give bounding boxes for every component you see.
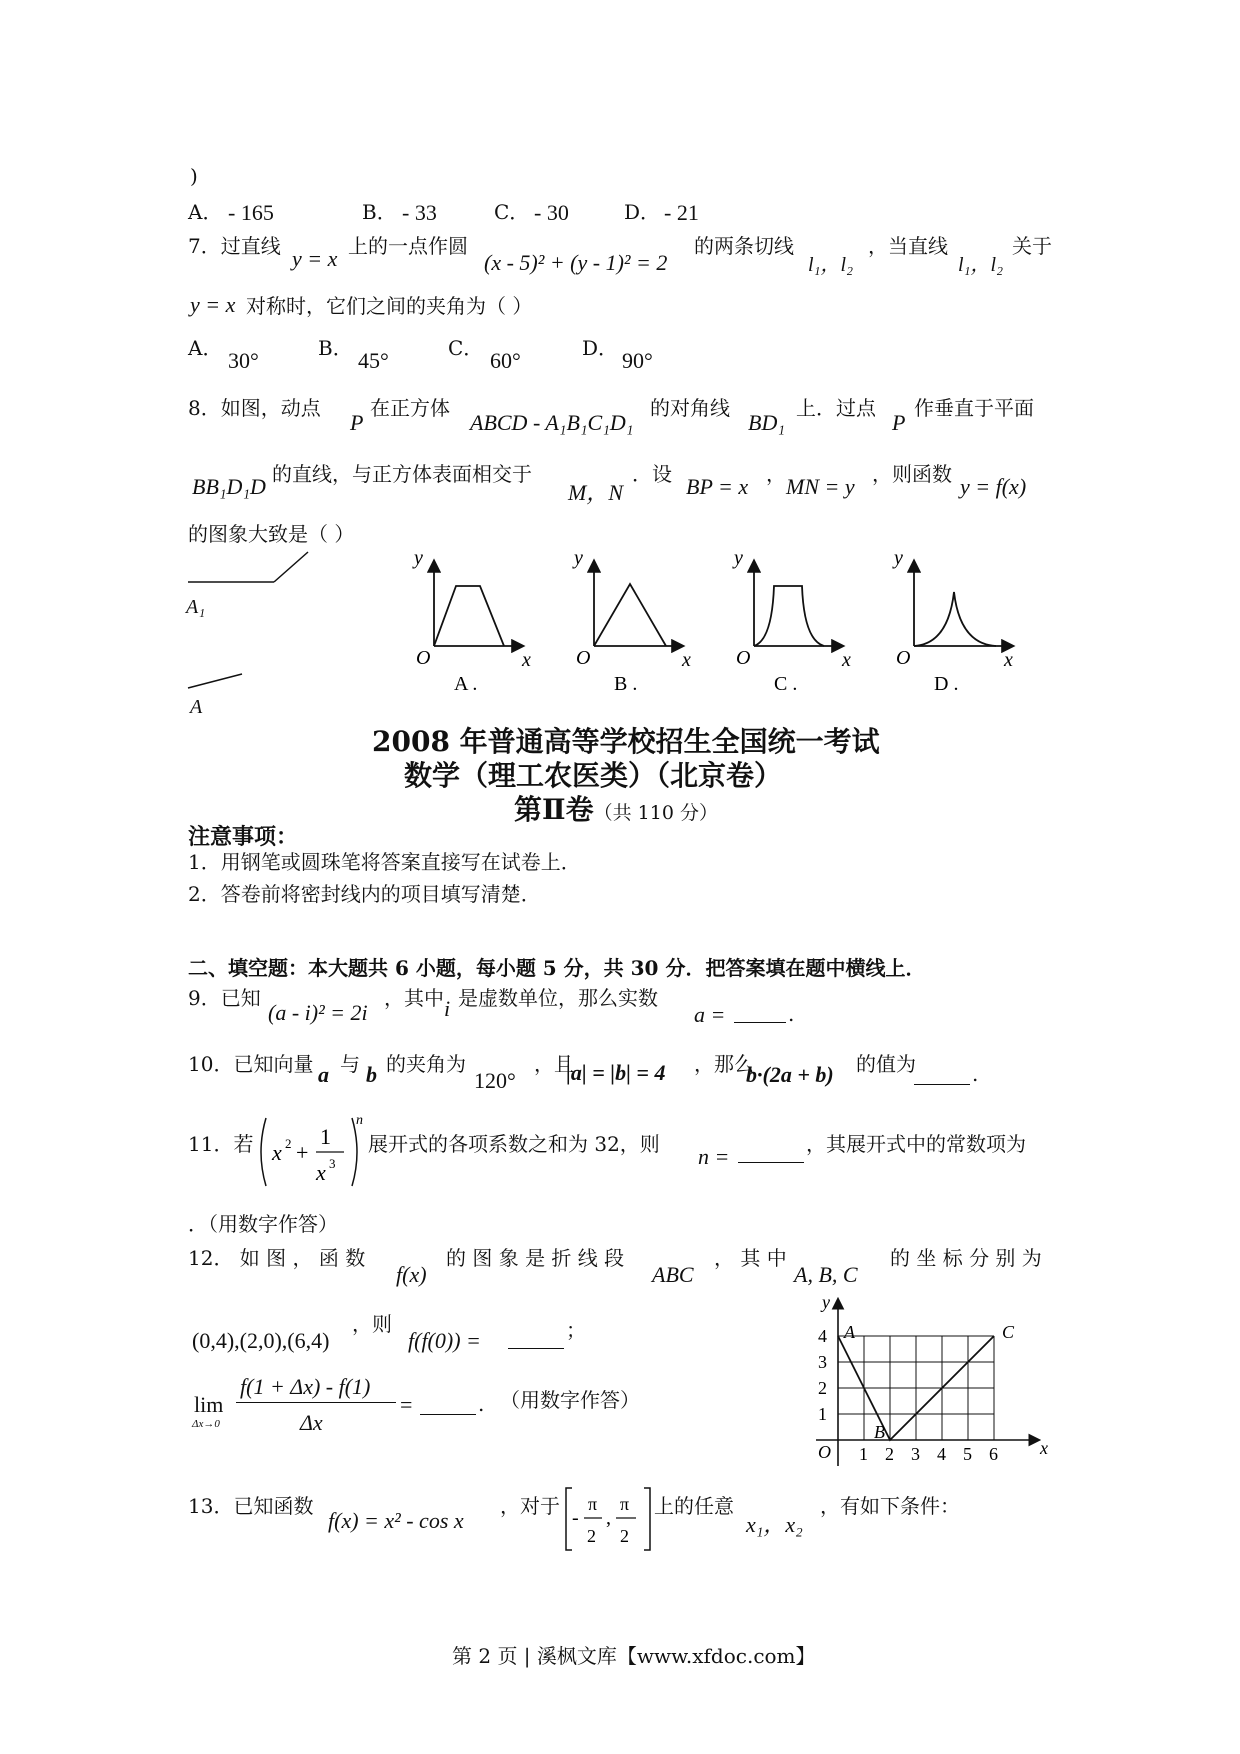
exam-title: 2008 年普通高等学校招生全国统一考试: [372, 725, 880, 758]
q7-text-1: 7．过直线: [188, 234, 281, 258]
q7-lines: l₁，l₂: [808, 254, 854, 276]
q7-text-3: 的两条切线: [694, 234, 794, 258]
cube-label-a: A: [190, 696, 203, 718]
q8-comma: ，: [766, 462, 786, 486]
q12-x-ticks: [859, 1444, 998, 1464]
q12-semicolon: ；: [566, 1318, 586, 1342]
svg-text:,: ,: [606, 1507, 611, 1529]
q8-cube: ABCD - A₁B₁C₁D₁: [470, 410, 634, 435]
graph-b-x-label: x: [682, 649, 691, 671]
graph-d-x-label: x: [1004, 649, 1013, 671]
q8-text-3: 的对角线: [650, 396, 730, 420]
q7-option-b-letter: B．: [318, 336, 353, 360]
q12-text-5: ，则: [352, 1312, 392, 1336]
q9-text-2: ，其中: [384, 986, 444, 1010]
q10-vector-b: b: [366, 1062, 377, 1087]
part-title: [514, 788, 718, 828]
q12-x-tick-label: 4: [937, 1444, 946, 1464]
q10-text-5: ，那么: [694, 1052, 754, 1076]
q9-equation: (a - i)² = 2i: [268, 1000, 368, 1025]
svg-text:x: x: [316, 1160, 326, 1185]
q11-text-2: 展开式的各项系数之和为 32，则: [368, 1132, 660, 1156]
q11-binomial: [256, 1110, 368, 1194]
q13-function: f(x) = x² - cos x: [328, 1508, 464, 1533]
q11-answer-blank-n[interactable]: [738, 1144, 804, 1163]
q12-fraction-bar: [236, 1402, 396, 1403]
graph-b-origin-label: O: [576, 647, 591, 669]
q11-text-3: ，其展开式中的常数项为: [806, 1132, 1026, 1156]
q12-graph: [806, 1290, 1056, 1470]
svg-text:1: 1: [320, 1124, 331, 1149]
q10-text-1: 10．已知向量: [188, 1052, 314, 1076]
q6-option-a-value: - 165: [228, 200, 274, 225]
q13-text-3: 上的任意: [654, 1494, 734, 1518]
q8-plane: BB₁D₁D: [192, 474, 266, 499]
q12-y-tick-label: 1: [818, 1404, 827, 1424]
q12-lim: lim: [194, 1392, 224, 1417]
graph-b-label: B .: [614, 673, 638, 695]
q8-text-1: 8．如图，动点: [188, 396, 321, 420]
q10-vector-a: a: [318, 1062, 329, 1087]
q6-option-d-letter: D．: [624, 200, 661, 224]
section-2-heading: 二、填空题：本大题共 6 小题，每小题 5 分，共 30 分．把答案填在题中横线上．: [188, 956, 926, 980]
svg-text:x: x: [272, 1140, 282, 1165]
q7-option-b-value: 45°: [358, 348, 389, 373]
graph-c: [732, 547, 851, 695]
q12-denominator: Δx: [300, 1410, 323, 1435]
q12-text-1: 12． 如 图 ， 函 数: [188, 1246, 366, 1270]
q12-composite: f(f(0)) =: [408, 1328, 481, 1353]
q10-end: .: [972, 1062, 979, 1086]
q8-points-mn: M，N: [568, 480, 624, 505]
q13-x1x2: x₁，x₂: [746, 1512, 803, 1537]
graph-b: [572, 547, 691, 695]
q10-expression: b·(2a + b): [746, 1062, 834, 1087]
q9-end: .: [788, 1002, 795, 1026]
q10-text-3: 的夹角为: [386, 1052, 466, 1076]
q9-answer-blank[interactable]: [734, 1004, 786, 1023]
q8-text-5: 作垂直于平面: [914, 396, 1034, 420]
q8-point-p: P: [350, 410, 364, 435]
page-footer: 第 2 页 | 溪枫文库【www.xfdoc.com】: [452, 1644, 816, 1668]
q12-text-4: 的 坐 标 分 别 为: [890, 1246, 1042, 1270]
q8-text-8: ，则函数: [872, 462, 952, 486]
svg-text:π: π: [620, 1494, 630, 1514]
q12-x-label: x: [1040, 1438, 1048, 1458]
q9-answer-label: a =: [694, 1002, 726, 1027]
part-title-main: 第Ⅱ卷: [514, 793, 594, 826]
q12-points: A, B, C: [794, 1262, 858, 1287]
q7-circle-eq: (x - 5)² + (y - 1)² = 2: [484, 250, 668, 275]
svg-text:-: -: [572, 1507, 579, 1529]
svg-text:2: 2: [285, 1136, 292, 1151]
q10-answer-blank[interactable]: [914, 1066, 970, 1085]
q13-text-4: ，有如下条件：: [820, 1494, 960, 1518]
q12-y-tick-label: 4: [818, 1326, 827, 1346]
q9-text-1: 9．已知: [188, 986, 261, 1010]
q8-func: y = f(x): [960, 474, 1027, 499]
cube-figure-fragment: [186, 550, 316, 710]
q9-text-3: 是虚数单位，那么实数: [458, 986, 658, 1010]
q10-text-4: ，且: [534, 1052, 574, 1076]
q12-y-ticks: [818, 1326, 827, 1424]
q7-line2-eq: y = x: [190, 292, 236, 317]
notes-item-2: 2．答卷前将密封线内的项目填写清楚．: [188, 882, 541, 906]
graph-a: [412, 547, 531, 695]
q12-end: .: [478, 1392, 485, 1416]
svg-text:π: π: [588, 1494, 598, 1514]
q12-point-b-label: B: [874, 1422, 885, 1442]
q12-numerator: f(1 + Δx) - f(1): [240, 1374, 371, 1399]
q12-lim-sub: Δx→0: [192, 1418, 220, 1430]
q7-text-4: ，当直线: [868, 234, 948, 258]
q11-n-label: n =: [698, 1144, 730, 1169]
q8-point-p-2: P: [892, 410, 906, 435]
graph-a-origin-label: O: [416, 647, 431, 669]
q12-abc: ABC: [652, 1262, 694, 1287]
q7-option-c-value: 60°: [490, 348, 521, 373]
q10-angle: 120°: [474, 1068, 516, 1093]
q12-y-tick-label: 3: [818, 1352, 827, 1372]
q8-mn-eq: MN = y: [786, 474, 855, 499]
q8-text-7: ．设: [632, 462, 672, 486]
q10-magnitude-eq: |a| = |b| = 4: [566, 1060, 666, 1085]
q8-graph-options: [400, 540, 1040, 700]
q12-origin-label: O: [818, 1442, 831, 1462]
q7-option-a-letter: A．: [188, 336, 223, 360]
q11-text-4: ．（用数字作答）: [188, 1212, 338, 1236]
q12-x-tick-label: 2: [885, 1444, 894, 1464]
graph-a-x-label: x: [522, 649, 531, 671]
q12-y-label: y: [822, 1292, 830, 1312]
q12-x-tick-label: 3: [911, 1444, 920, 1464]
q6-option-a-letter: A．: [188, 200, 223, 224]
q7-option-d-value: 90°: [622, 348, 653, 373]
svg-text:+: +: [296, 1140, 309, 1165]
graph-d-origin-label: O: [896, 647, 911, 669]
q9-i: i: [444, 996, 451, 1021]
cube-label-a1: A₁: [186, 596, 206, 618]
part-title-sub: （共 110 分）: [593, 802, 718, 824]
exam-subtitle: 数学（理工农医类）（北京卷）: [404, 759, 783, 792]
q12-y-tick-label: 2: [818, 1378, 827, 1398]
svg-text:2: 2: [587, 1526, 596, 1546]
q8-text-2: 在正方体: [370, 396, 450, 420]
q12-x-tick-label: 1: [859, 1444, 868, 1464]
q7-line-eq: y = x: [292, 246, 338, 271]
q12-note: （用数字作答）: [500, 1388, 640, 1412]
continued-paren: ): [190, 164, 198, 188]
q7-text-5: 关于: [1012, 234, 1052, 258]
graph-a-y-label: y: [414, 547, 423, 569]
q7-option-c-letter: C．: [448, 336, 484, 360]
q8-text-9: 的图象大致是（ ）: [188, 522, 355, 546]
q7-option-a-value: 30°: [228, 348, 259, 373]
q12-x-tick-label: 6: [989, 1444, 998, 1464]
svg-text:2: 2: [620, 1526, 629, 1546]
svg-text:n: n: [356, 1113, 363, 1128]
q8-text-6: 的直线，与正方体表面相交于: [272, 462, 532, 486]
notes-heading: 注意事项：: [188, 824, 299, 850]
q13-text-1: 13．已知函数: [188, 1494, 314, 1518]
graph-c-y-label: y: [734, 547, 743, 569]
q12-x-tick-label: 5: [963, 1444, 972, 1464]
q12-equals: =: [400, 1392, 413, 1417]
graph-d-label: D .: [934, 673, 959, 695]
q6-option-b-letter: B．: [362, 200, 397, 224]
q6-option-d-value: - 21: [664, 200, 699, 225]
notes-item-1: 1．用钢笔或圆珠笔将答案直接写在试卷上．: [188, 850, 581, 874]
graph-c-x-label: x: [842, 649, 851, 671]
graph-b-y-label: y: [574, 547, 583, 569]
q6-option-c-value: - 30: [534, 200, 569, 225]
q7-option-d-letter: D．: [582, 336, 619, 360]
q12-grid-lines: [838, 1336, 994, 1440]
q6-option-c-letter: C．: [494, 200, 530, 224]
q7-text-2: 上的一点作圆: [348, 234, 468, 258]
graph-c-label: C .: [774, 673, 798, 695]
graph-c-origin-label: O: [736, 647, 751, 669]
q12-function: f(x): [396, 1262, 427, 1287]
q13-text-2: ，对于: [500, 1494, 560, 1518]
q12-point-c-label: C: [1002, 1322, 1015, 1342]
q10-text-6: 的值为: [856, 1052, 916, 1076]
q6-option-b-value: - 33: [402, 200, 437, 225]
q12-text-3: ， 其 中: [714, 1246, 787, 1270]
q7-lines-2: l₁，l₂: [958, 254, 1004, 276]
graph-d-y-label: y: [894, 547, 903, 569]
q8-text-4: 上．过点: [796, 396, 876, 420]
q8-bp-eq: BP = x: [686, 474, 749, 499]
graph-a-label: A .: [454, 673, 478, 695]
q8-diagonal: BD₁: [748, 410, 785, 435]
q11-text-1: 11．若: [188, 1132, 254, 1156]
q10-text-2: 与: [340, 1052, 360, 1076]
graph-d: [892, 547, 1013, 695]
q12-coordinates: (0,4),(2,0),(6,4): [192, 1328, 330, 1353]
q13-interval: [564, 1484, 654, 1554]
q7-text-6: 对称时，它们之间的夹角为（ ）: [246, 294, 533, 318]
q12-point-a-label: A: [844, 1322, 855, 1342]
q12-answer-blank-1[interactable]: [508, 1330, 564, 1349]
q12-answer-blank-2[interactable]: [420, 1396, 476, 1415]
svg-text:3: 3: [329, 1156, 336, 1171]
q12-text-2: 的 图 象 是 折 线 段: [446, 1246, 625, 1270]
